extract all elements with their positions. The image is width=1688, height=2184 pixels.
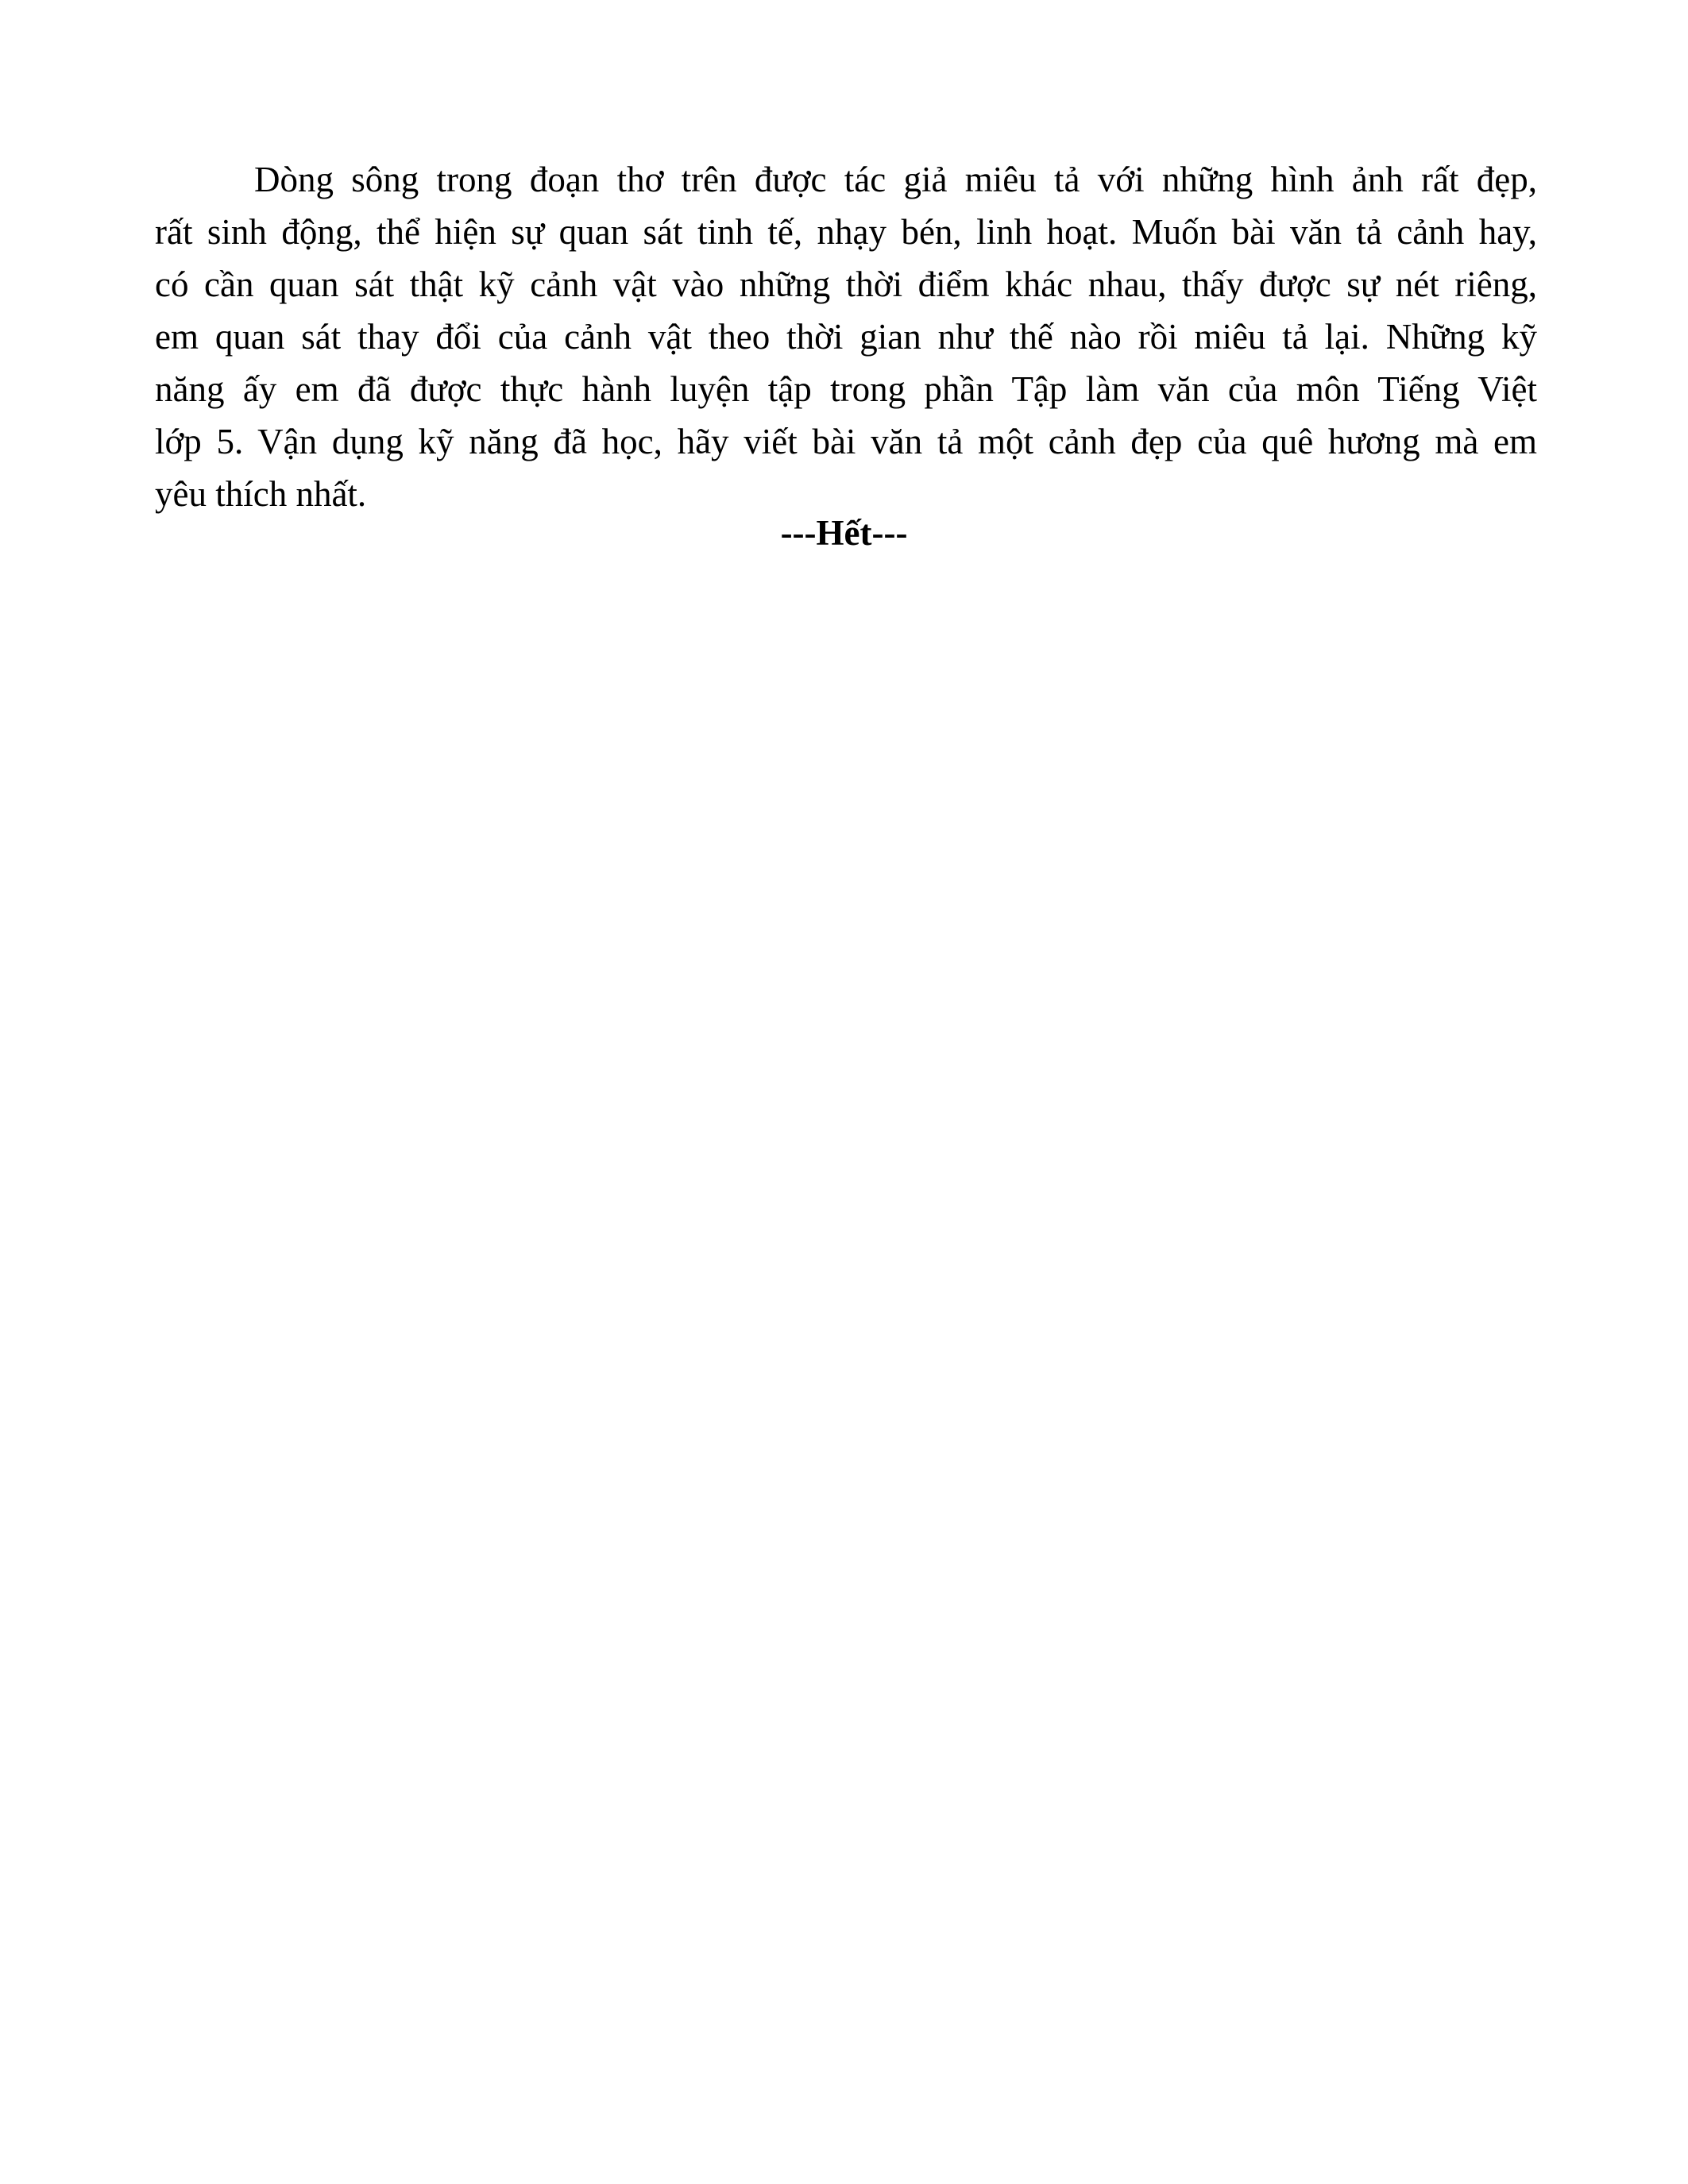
paragraph-line: em quan sát thay đổi của cảnh vật theo thời gian như thế nào rồi miêu tả lại. Những kỹ xyxy=(155,317,1537,357)
end-of-document-mark: ---Hết--- xyxy=(780,513,908,553)
paragraph-line: lớp 5. Vận dụng kỹ năng đã học, hãy viết bài văn tả một cảnh đẹp của quê hương mà em xyxy=(155,422,1537,461)
paragraph-line: năng ấy em đã được thực hành luyện tập trong phần Tập làm văn của môn Tiếng Việt xyxy=(155,369,1537,409)
paragraph-line: có cần quan sát thật kỹ cảnh vật vào những thời điểm khác nhau, thấy được sự nét riêng, xyxy=(155,264,1537,304)
paragraph-line: yêu thích nhất. xyxy=(155,474,367,514)
paragraph-line: Dòng sông trong đoạn thơ trên được tác giả miêu tả với những hình ảnh rất đẹp, xyxy=(254,160,1537,199)
paragraph-line: rất sinh động, thể hiện sự quan sát tinh tế, nhạy bén, linh hoạt. Muốn bài văn tả cảnh hay, xyxy=(155,212,1537,252)
essay-prompt-paragraph xyxy=(155,153,1537,520)
